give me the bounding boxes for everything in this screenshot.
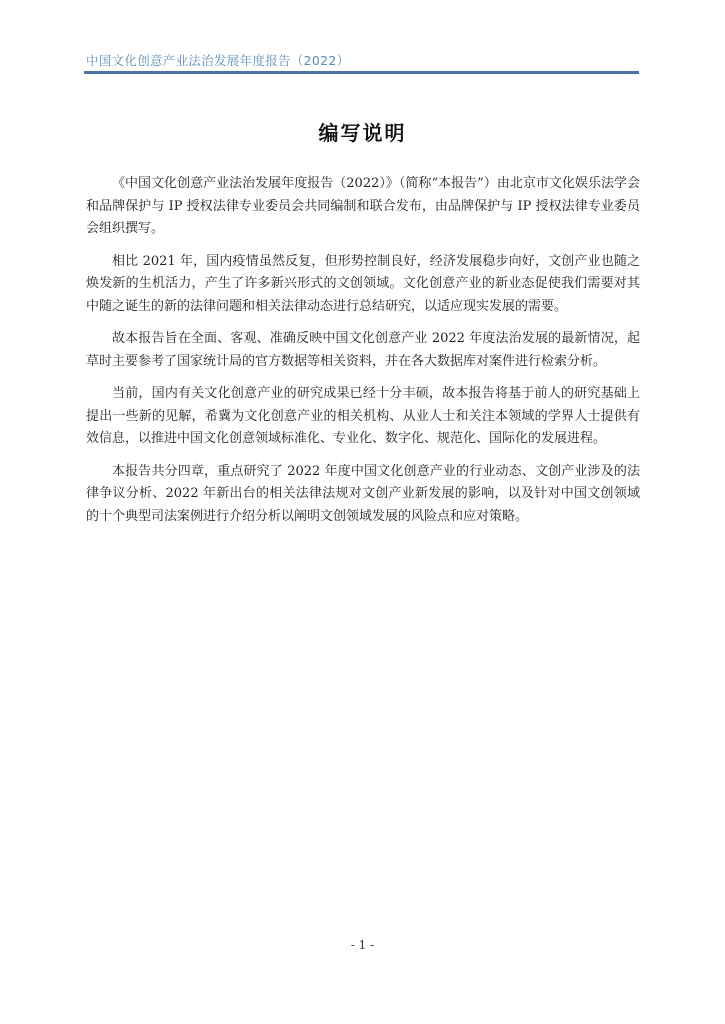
paragraph-intro: 《中国文化创意产业法治发展年度报告（2022）》（简称“本报告”）由北京市文化娱乐法学会和品牌保护与 IP 授权法律专业委员会共同编制和联合发布，由品牌保护与 IP 授权法律专业委员会组织撰写。 (86, 176, 640, 236)
running-header: 中国文化创意产业法治发展年度报告（2022） (86, 53, 350, 68)
paragraph-research-context: 当前，国内有关文化创意产业的研究成果已经十分丰硕，故本报告将基于前人的研究基础上提出一些新的见解，希冀为文化创意产业的相关机构、从业人士和关注本领域的学界人士提供有效信息，以推进中国文化创意领域标准化、专业化、数字化、规范化、国际化的发展进程。 (86, 386, 640, 446)
page-number: - 1 - (350, 938, 375, 952)
paragraph-structure: 本报告共分四章，重点研究了 2022 年度中国文化创意产业的行业动态、文创产业涉及的法律争议分析、2022 年新出台的相关法律法规对文创产业新发展的影响，以及针对中国文创领域的十个典型司法案例进行介绍分析以阐明文创领域发展的风险点和应对策略。 (86, 463, 640, 524)
document-body (86, 173, 640, 538)
header-divider (84, 71, 639, 74)
paragraph-purpose: 故本报告旨在全面、客观、准确反映中国文化创意产业 2022 年度法治发展的最新情况，起草时主要参考了国家统计局的官方数据等相关资料，并在各大数据库对案件进行检索分析。 (86, 331, 640, 369)
paragraph-background: 相比 2021 年，国内疫情虽然反复，但形势控制良好，经济发展稳步向好，文创产业也随之焕发新的生机活力，产生了许多新兴形式的文创领域。文化创意产业的新业态促使我们需要对其中随之诞生的新的法律问题和相关法律动态进行总结研究，以适应现实发展的需要。 (86, 253, 640, 314)
page-title: 编写说明 (318, 121, 407, 145)
